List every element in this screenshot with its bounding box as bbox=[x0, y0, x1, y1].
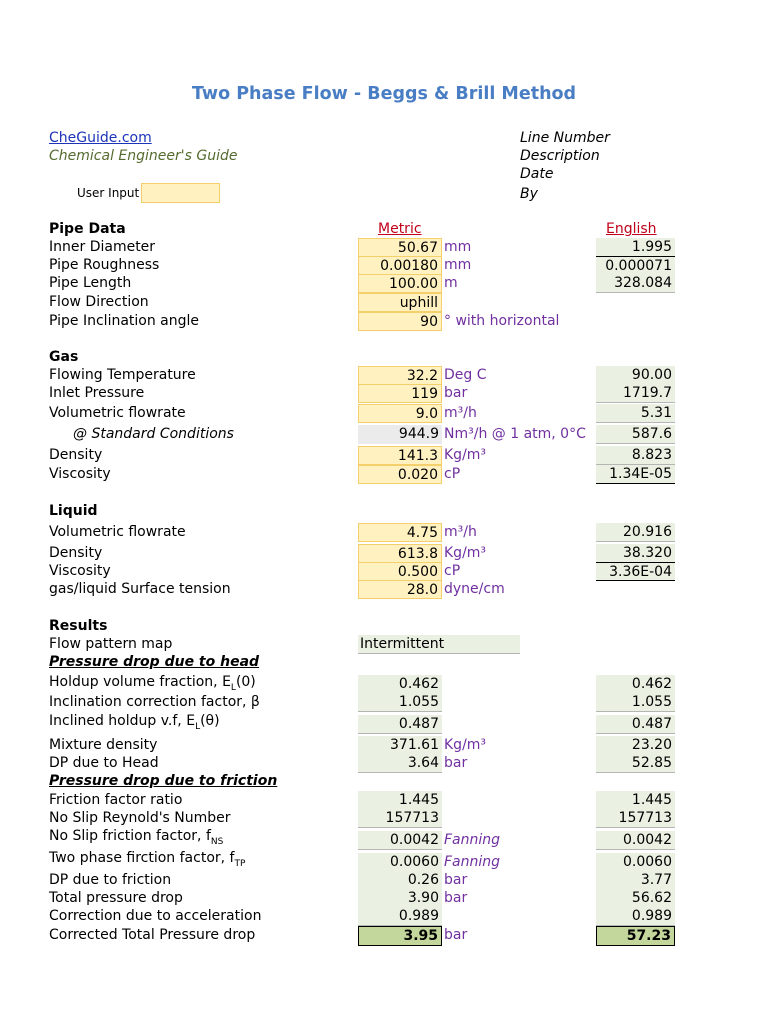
results-header: Results bbox=[49, 618, 108, 634]
pipe-length-english: 328.084 bbox=[596, 274, 675, 293]
holdup-english: 0.462 bbox=[596, 675, 675, 694]
gas-header: Gas bbox=[49, 349, 79, 365]
no-slip-friction-unit: Fanning bbox=[444, 832, 501, 848]
gas-temperature-metric-input[interactable]: 32.2 bbox=[358, 366, 442, 385]
gas-viscosity-english: 1.34E-05 bbox=[596, 465, 675, 484]
flow-pattern-value: Intermittent bbox=[358, 635, 520, 654]
acceleration-metric: 0.989 bbox=[358, 907, 442, 926]
dp-friction-label: DP due to friction bbox=[49, 872, 172, 888]
inclined-holdup-metric: 0.487 bbox=[358, 715, 442, 734]
mixture-density-metric: 371.61 bbox=[358, 736, 442, 755]
english-column-header: English bbox=[606, 221, 657, 237]
gas-temperature-unit: Deg C bbox=[444, 367, 487, 383]
no-slip-friction-metric: 0.0042 bbox=[358, 831, 442, 850]
holdup-label: Holdup volume fraction, $E_L(0)$ bbox=[49, 674, 256, 693]
surface-tension-unit: dyne/cm bbox=[444, 581, 505, 597]
gas-density-english: 8.823 bbox=[596, 446, 675, 465]
dp-head-english: 52.85 bbox=[596, 754, 675, 773]
corrected-dp-metric: 3.95 bbox=[358, 926, 442, 946]
two-phase-friction-metric: 0.0060 bbox=[358, 853, 442, 872]
inclination-label: Pipe Inclination angle bbox=[49, 313, 200, 329]
no-slip-friction-label: No Slip friction factor, $f_{NS}$ bbox=[49, 828, 224, 847]
liquid-flowrate-metric-input[interactable]: 4.75 bbox=[358, 523, 442, 542]
gas-pressure-unit: bar bbox=[444, 385, 468, 401]
gas-flowrate-unit: m³/h bbox=[444, 405, 477, 421]
dp-friction-unit: bar bbox=[444, 872, 468, 888]
std-conditions-label: @ Standard Conditions bbox=[73, 426, 234, 442]
liquid-header: Liquid bbox=[49, 503, 98, 519]
friction-ratio-english: 1.445 bbox=[596, 791, 675, 810]
liquid-flowrate-english: 20.916 bbox=[596, 523, 675, 542]
pipe-roughness-label: Pipe Roughness bbox=[49, 257, 160, 273]
inner-diameter-metric-input[interactable]: 50.67 bbox=[358, 238, 442, 257]
two-phase-friction-label: Two phase firction factor, $f_{TP}$ bbox=[49, 850, 246, 869]
holdup-metric: 0.462 bbox=[358, 675, 442, 694]
page-title: Two Phase Flow - Beggs & Brill Method bbox=[191, 84, 577, 104]
std-conditions-metric: 944.9 bbox=[358, 425, 442, 444]
liquid-density-unit: Kg/m³ bbox=[444, 545, 487, 561]
site-link[interactable]: CheGuide.com bbox=[49, 130, 152, 146]
meta-by: By bbox=[520, 186, 538, 202]
inclination-metric-input[interactable]: 90 bbox=[358, 312, 442, 331]
friction-section-header: Pressure drop due to friction bbox=[49, 773, 278, 789]
inclination-factor-english: 1.055 bbox=[596, 693, 675, 712]
total-dp-metric: 3.90 bbox=[358, 889, 442, 908]
gas-density-unit: Kg/m³ bbox=[444, 447, 487, 463]
dp-head-unit: bar bbox=[444, 755, 468, 771]
liquid-density-english: 38.320 bbox=[596, 544, 675, 563]
gas-viscosity-unit: cP bbox=[444, 466, 461, 482]
user-input-legend-swatch bbox=[141, 183, 220, 203]
flow-pattern-label: Flow pattern map bbox=[49, 636, 173, 652]
head-section-header: Pressure drop due to head bbox=[49, 654, 260, 670]
pipe-length-metric-input[interactable]: 100.00 bbox=[358, 274, 442, 293]
liquid-density-label: Density bbox=[49, 545, 103, 561]
mixture-density-label: Mixture density bbox=[49, 737, 158, 753]
surface-tension-metric-input[interactable]: 28.0 bbox=[358, 580, 442, 599]
gas-density-metric-input[interactable]: 141.3 bbox=[358, 446, 442, 465]
std-conditions-english: 587.6 bbox=[596, 425, 675, 444]
acceleration-label: Correction due to acceleration bbox=[49, 908, 262, 924]
liquid-viscosity-english: 3.36E-04 bbox=[596, 562, 675, 581]
dp-friction-metric: 0.26 bbox=[358, 871, 442, 890]
inclination-factor-label: Inclination correction factor, β bbox=[49, 694, 260, 710]
pipe-roughness-english: 0.000071 bbox=[596, 256, 675, 275]
gas-flowrate-label: Volumetric flowrate bbox=[49, 405, 186, 421]
reynolds-label: No Slip Reynold's Number bbox=[49, 810, 231, 826]
dp-head-metric: 3.64 bbox=[358, 754, 442, 773]
reynolds-metric: 157713 bbox=[358, 809, 442, 828]
dp-friction-english: 3.77 bbox=[596, 871, 675, 890]
two-phase-friction-unit: Fanning bbox=[444, 854, 501, 870]
gas-temperature-label: Flowing Temperature bbox=[49, 367, 196, 383]
pipe-length-unit: m bbox=[444, 275, 458, 291]
gas-flowrate-english: 5.31 bbox=[596, 404, 675, 423]
liquid-viscosity-metric-input[interactable]: 0.500 bbox=[358, 562, 442, 581]
mixture-density-unit: Kg/m³ bbox=[444, 737, 487, 753]
metric-column-header: Metric bbox=[378, 221, 422, 237]
friction-ratio-label: Friction factor ratio bbox=[49, 792, 183, 808]
total-dp-english: 56.62 bbox=[596, 889, 675, 908]
no-slip-friction-english: 0.0042 bbox=[596, 831, 675, 850]
gas-temperature-english: 90.00 bbox=[596, 366, 675, 385]
pipe-roughness-metric-input[interactable]: 0.00180 bbox=[358, 256, 442, 275]
std-conditions-unit: Nm³/h @ 1 atm, 0°C bbox=[444, 426, 586, 442]
meta-date: Date bbox=[520, 166, 554, 182]
inner-diameter-unit: mm bbox=[444, 239, 472, 255]
flow-direction-input[interactable]: uphill bbox=[358, 293, 442, 312]
corrected-dp-label: Corrected Total Pressure drop bbox=[49, 927, 256, 943]
liquid-viscosity-label: Viscosity bbox=[49, 563, 111, 579]
inclination-factor-metric: 1.055 bbox=[358, 693, 442, 712]
site-tagline: Chemical Engineer's Guide bbox=[49, 148, 238, 164]
meta-description: Description bbox=[520, 148, 600, 164]
inclined-holdup-label: Inclined holdup v.f, $E_L(\theta)$ bbox=[49, 713, 220, 732]
corrected-dp-unit: bar bbox=[444, 927, 468, 943]
pipe-roughness-unit: mm bbox=[444, 257, 472, 273]
liquid-viscosity-unit: cP bbox=[444, 563, 461, 579]
two-phase-friction-english: 0.0060 bbox=[596, 853, 675, 872]
corrected-dp-english: 57.23 bbox=[596, 926, 675, 946]
reynolds-english: 157713 bbox=[596, 809, 675, 828]
inclination-unit: ° with horizontal bbox=[444, 313, 560, 329]
mixture-density-english: 23.20 bbox=[596, 736, 675, 755]
pipe-length-label: Pipe Length bbox=[49, 275, 132, 291]
pipe-data-header: Pipe Data bbox=[49, 221, 126, 237]
gas-density-label: Density bbox=[49, 447, 103, 463]
gas-pressure-metric-input[interactable]: 119 bbox=[358, 384, 442, 403]
total-dp-label: Total pressure drop bbox=[49, 890, 183, 906]
gas-viscosity-label: Viscosity bbox=[49, 466, 111, 482]
friction-ratio-metric: 1.445 bbox=[358, 791, 442, 810]
surface-tension-label: gas/liquid Surface tension bbox=[49, 581, 231, 597]
inclined-holdup-english: 0.487 bbox=[596, 715, 675, 734]
gas-pressure-english: 1719.7 bbox=[596, 384, 675, 403]
gas-viscosity-metric-input[interactable]: 0.020 bbox=[358, 465, 442, 484]
acceleration-english: 0.989 bbox=[596, 907, 675, 926]
user-input-label: User Input bbox=[77, 186, 140, 200]
liquid-flowrate-unit: m³/h bbox=[444, 524, 477, 540]
liquid-density-metric-input[interactable]: 613.8 bbox=[358, 544, 442, 563]
flow-direction-label: Flow Direction bbox=[49, 294, 149, 310]
liquid-flowrate-label: Volumetric flowrate bbox=[49, 524, 186, 540]
total-dp-unit: bar bbox=[444, 890, 468, 906]
meta-line-number: Line Number bbox=[520, 130, 610, 146]
inner-diameter-english: 1.995 bbox=[596, 238, 675, 257]
gas-pressure-label: Inlet Pressure bbox=[49, 385, 145, 401]
inner-diameter-label: Inner Diameter bbox=[49, 239, 156, 255]
dp-head-label: DP due to Head bbox=[49, 755, 159, 771]
gas-flowrate-metric-input[interactable]: 9.0 bbox=[358, 404, 442, 423]
